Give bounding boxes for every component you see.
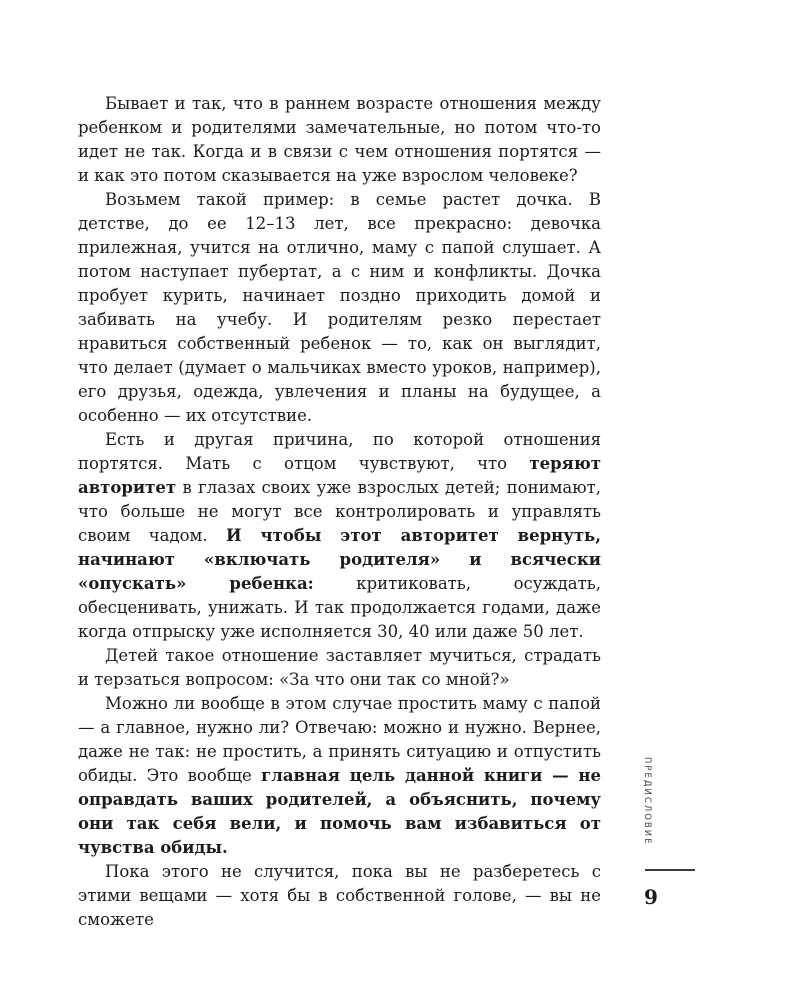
paragraph: Детей такое отношение заставляет мучиться, страдать и терзаться вопросом: «За что они так со мной?» xyxy=(78,646,601,689)
paragraph: Пока этого не случится, пока вы не разберетесь с этими вещами — хотя бы в собственной голове, — вы не сможете xyxy=(78,862,601,929)
chapter-sidebar-label: ПРЕДИСЛОВИЕ xyxy=(642,757,652,846)
page-number: 9 xyxy=(644,885,658,909)
paragraph: Возьмем такой пример: в семье растет дочка. В детстве, до ее 12–13 лет, все прекрасно: девочка прилежная, учится на отлично, маму с папой слушает. А потом наступает пубертат, а с ним и конфликты. Дочка пробует курить, начинает поздно приходить домой и забивать на учебу. И родителям резко перестает нравиться собственный ребенок — то, как он выглядит, что делает (думает о мальчиках вместо уроков, например), его друзья, одежда, увлечения и планы на будущее, а особенно — их отсутствие. xyxy=(78,190,601,425)
paragraph: Бывает и так, что в раннем возрасте отношения между ребенком и родителями замечательные, но потом что-то идет не так. Когда и в связи с чем отношения портятся — и как это потом сказывается на уже взрослом человеке? xyxy=(78,94,601,185)
sidebar-rule xyxy=(645,869,695,871)
paragraph: Можно ли вообще в этом случае простить маму с папой — а главное, нужно ли? Отвечаю: можно и нужно. Вернее, даже не так: не простить, а принять ситуацию и отпустить обиды. Это вообще главная цель данной книги — не оправдать ваших родителей, а объяснить, почему они так себя вели, и помочь вам избавиться от чувства обиды. xyxy=(78,694,601,857)
paragraph: Есть и другая причина, по которой отношения портятся. Мать с отцом чувствуют, что теряют авторитет в глазах своих уже взрослых детей; понимают, что больше не могут все контролировать и управлять своим чадом. И чтобы этот авторитет вернуть, начинают «включать родителя» и всячески «опускать» ребенка: критиковать, осуждать, обесценивать, унижать. И так продолжается годами, даже когда отпрыску уже исполняется 30, 40 или даже 50 лет. xyxy=(78,430,602,641)
body-text xyxy=(78,92,601,932)
